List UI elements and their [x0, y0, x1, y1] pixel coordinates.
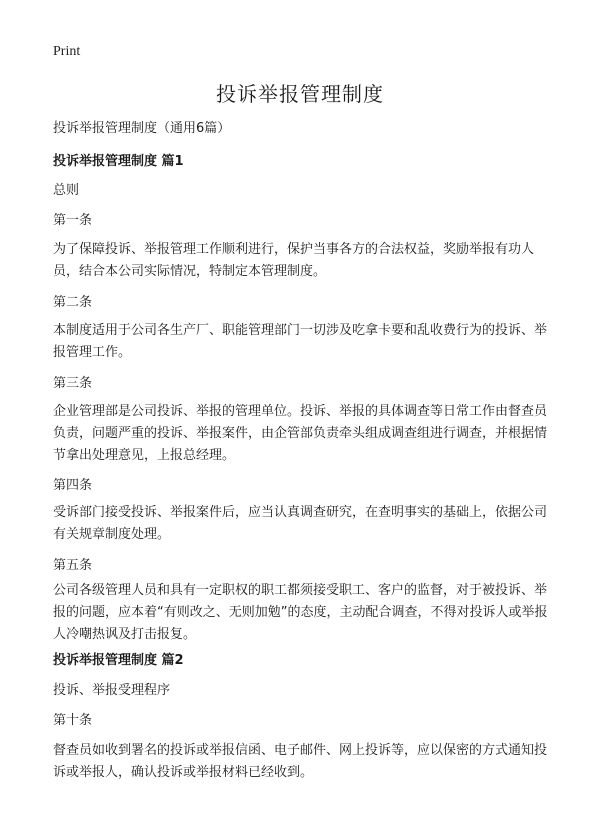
section-2-chapter: 投诉、举报受理程序: [53, 683, 171, 698]
article-3-label: 第三条: [53, 376, 93, 391]
page-title: 投诉举报管理制度: [216, 82, 384, 106]
article-10-text: 督查员如收到署名的投诉或举报信函、电子邮件、网上投诉等，应以保密的方式通知投诉或举报人，确认投诉或举报材料已经收到。: [53, 743, 548, 780]
section-heading-2: 投诉举报管理制度 篇2: [53, 653, 184, 668]
article-1-label: 第一条: [53, 213, 93, 228]
article-5-label: 第五条: [53, 558, 93, 573]
article-2-label: 第二条: [53, 295, 93, 310]
print-link[interactable]: Print: [53, 44, 81, 59]
article-5-text: 公司各级管理人员和具有一定职权的职工都须接受职工、客户的监督，对于被投诉、举报的问题，应本着“有则改之、无则加勉”的态度，主动配合调查，不得对投诉人或举报人冷嘲热讽及打击报复。: [53, 583, 548, 642]
document-subtitle: 投诉举报管理制度（通用6篇）: [53, 121, 231, 136]
article-4-label: 第四条: [53, 478, 93, 493]
article-4-text: 受诉部门接受投诉、举报案件后，应当认真调查研究，在查明事实的基础上，依据公司有关规章制度处理。: [53, 505, 548, 542]
article-2-text: 本制度适用于公司各生产厂、职能管理部门一切涉及吃拿卡要和乱收费行为的投诉、举报管理工作。: [53, 323, 548, 360]
article-10-label: 第十条: [53, 713, 93, 728]
section-1-chapter: 总则: [53, 183, 80, 198]
section-heading-1: 投诉举报管理制度 篇1: [53, 154, 184, 169]
article-1-text: 为了保障投诉、举报管理工作顺利进行，保护当事各方的合法权益，奖励举报有功人员，结合本公司实际情况，特制定本管理制度。: [53, 242, 535, 279]
article-3-text: 企业管理部是公司投诉、举报的管理单位。投诉、举报的具体调查等日常工作由督查员负责，问题严重的投诉、举报案件，由企管部负责牵头组成调查组进行调查，并根据情节拿出处理意见，上报总经理。: [53, 404, 548, 463]
